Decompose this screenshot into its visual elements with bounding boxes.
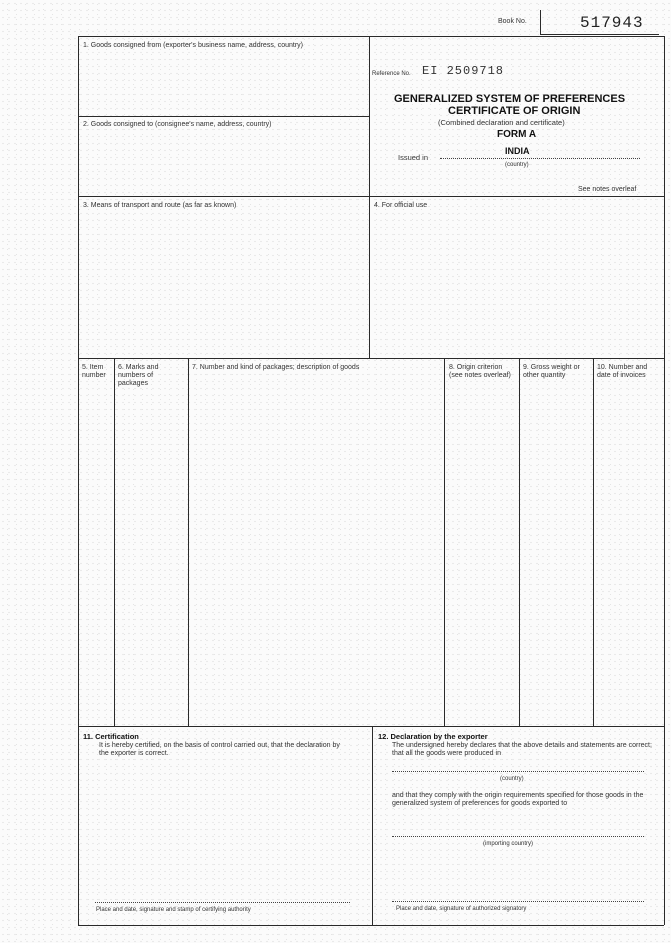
notes-reference: See notes overleaf — [578, 186, 637, 193]
declaration-title: 12. Declaration by the exporter — [378, 732, 488, 741]
issued-in-label: Issued in — [398, 153, 429, 162]
description-field[interactable] — [190, 400, 442, 720]
box3-bottom — [78, 358, 664, 359]
issued-in-line — [440, 158, 640, 159]
box3-label: 3. Means of transport and route (as far as known) — [83, 202, 237, 209]
exporter-signature-line — [392, 901, 644, 902]
declaration-footer: Place and date, signature of authorized signatory — [396, 906, 527, 912]
reference-number: EI 2509718 — [422, 64, 505, 78]
form-left-border — [78, 36, 79, 925]
upper-column-divider — [369, 36, 370, 358]
exporter-field[interactable] — [83, 60, 358, 112]
book-number-value: 517943 — [580, 14, 644, 32]
certification-signature-line — [95, 902, 350, 903]
consignee-field[interactable] — [83, 132, 358, 192]
title-line1: GENERALIZED SYSTEM OF PREFERENCES — [394, 93, 626, 105]
goods-table-bottom — [78, 726, 664, 727]
reference-label: Reference No. — [372, 71, 411, 77]
declaration-text2: and that they comply with the origin requirements specified for those goods in the generalized system of preferences for goods exported to — [392, 792, 644, 807]
item-number-field[interactable] — [80, 400, 112, 720]
production-country-line[interactable] — [392, 771, 644, 772]
box2-label: 2. Goods consigned to (consignee's name, address, country) — [83, 121, 272, 128]
col-divider-7-8 — [444, 358, 445, 726]
production-country-caption: (country) — [500, 776, 524, 782]
form-right-border — [664, 36, 665, 925]
country-caption: (country) — [505, 162, 529, 168]
box1-bottom — [78, 116, 369, 117]
lower-column-divider — [372, 726, 373, 925]
transport-field[interactable] — [83, 214, 363, 354]
col-divider-6-7 — [188, 358, 189, 726]
certification-title: 11. Certification — [83, 732, 139, 741]
gross-weight-field[interactable] — [521, 400, 591, 720]
box1-label: 1. Goods consigned from (exporter's business name, address, country) — [83, 42, 303, 49]
origin-criterion-field[interactable] — [446, 400, 517, 720]
form-top-border — [78, 36, 664, 37]
book-number-label: Book No. — [498, 18, 527, 25]
box8-label: 8. Origin criterion (see notes overleaf) — [449, 364, 511, 379]
box7-label: 7. Number and kind of packages; description of goods — [192, 364, 360, 371]
box9-label: 9. Gross weight or other quantity — [523, 364, 580, 379]
official-use-field[interactable] — [374, 214, 659, 354]
exporter-signature-area[interactable] — [380, 852, 658, 898]
box5-label: 5. Item number — [82, 364, 106, 379]
box10-label: 10. Number and date of invoices — [597, 364, 648, 379]
box2-bottom — [78, 196, 664, 197]
certification-footer: Place and date, signature and stamp of certifying authority — [96, 907, 251, 913]
marks-field[interactable] — [116, 400, 186, 720]
declaration-text: The undersigned hereby declares that the above details and statements are correct; that all the goods were produced in — [392, 742, 652, 757]
col-divider-9-10 — [593, 358, 594, 726]
certification-stamp-area[interactable] — [83, 765, 365, 897]
box6-label: 6. Marks and numbers of packages — [118, 364, 159, 387]
form-bottom-border — [78, 925, 664, 926]
importing-country-line[interactable] — [392, 836, 644, 837]
subtitle: (Combined declaration and certificate) — [438, 118, 565, 127]
issued-country: INDIA — [505, 146, 530, 156]
certification-text: It is hereby certified, on the basis of control carried out, that the declaration by the exporter is correct. — [99, 742, 340, 757]
col-divider-5-6 — [114, 358, 115, 726]
invoice-field[interactable] — [595, 400, 662, 720]
col-divider-8-9 — [519, 358, 520, 726]
title-line2: CERTIFICATE OF ORIGIN — [448, 105, 581, 117]
box4-label: 4. For official use — [374, 202, 428, 209]
form-name: FORM A — [497, 129, 537, 140]
importing-country-caption: (importing country) — [483, 841, 534, 847]
